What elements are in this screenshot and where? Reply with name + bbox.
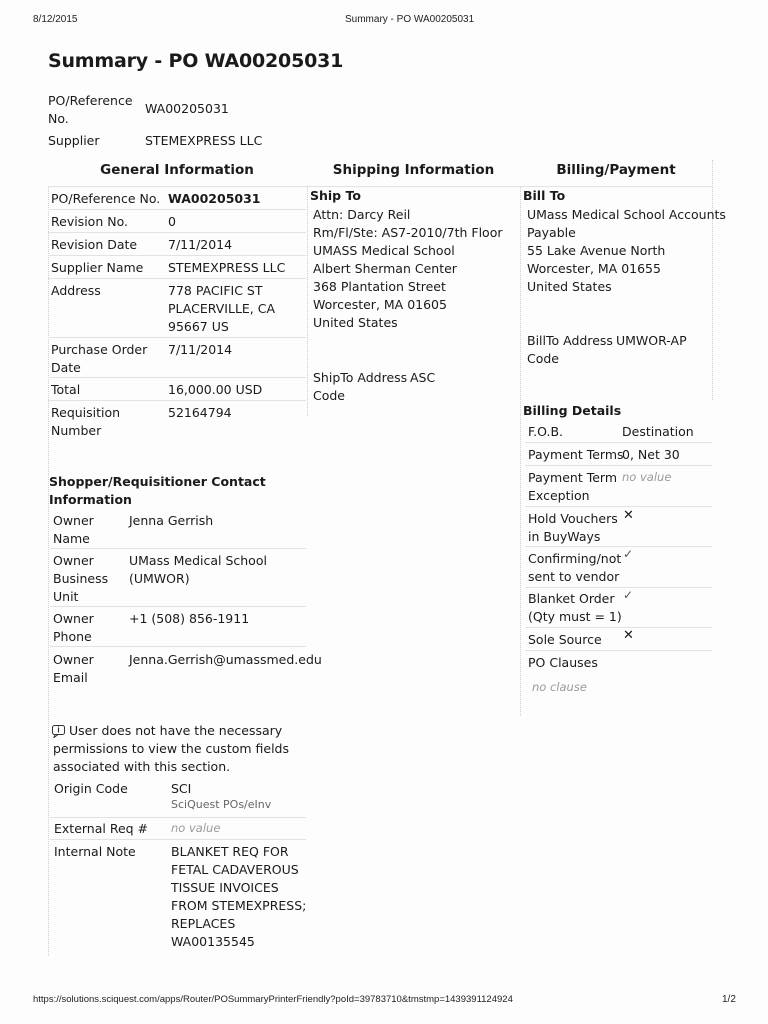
billing-details-heading: Billing Details bbox=[523, 403, 622, 418]
shopper-value-owner-name: Jenna Gerrish bbox=[129, 513, 214, 528]
po-ref-value: WA00205031 bbox=[145, 101, 229, 116]
general-value-requisition: 52164794 bbox=[168, 405, 232, 420]
external-req-label: External Req # bbox=[54, 821, 149, 836]
general-value-address: 778 PACIFIC ST PLACERVILLE, CA 95667 US bbox=[168, 283, 276, 334]
print-date: 8/12/2015 bbox=[33, 14, 78, 25]
general-value-supplier-name: STEMEXPRESS LLC bbox=[168, 260, 286, 275]
general-value-po-ref: WA00205031 bbox=[168, 191, 261, 206]
po-ref-label: PO/Reference No. bbox=[48, 93, 133, 126]
fob-label: F.O.B. bbox=[528, 424, 564, 439]
general-label-address: Address bbox=[51, 283, 101, 298]
internal-note-label: Internal Note bbox=[54, 844, 136, 859]
general-label-supplier-name: Supplier Name bbox=[51, 260, 144, 275]
general-value-total: 16,000.00 USD bbox=[168, 382, 263, 397]
general-label-requisition: Requisition Number bbox=[51, 405, 121, 438]
sole-source-label: Sole Source bbox=[528, 632, 602, 647]
general-value-revision-date: 7/11/2014 bbox=[168, 237, 233, 252]
shipping-info-heading: Shipping Information bbox=[332, 162, 495, 178]
bill-to-address: UMass Medical School Accounts Payable 55 Lake Avenue North Worcester, MA 01655 United States bbox=[527, 207, 726, 294]
supplier-value: STEMEXPRESS LLC bbox=[145, 133, 263, 148]
shopper-heading: Shopper/Requisitioner Contact Information bbox=[49, 474, 266, 507]
general-label-revision-date: Revision Date bbox=[51, 237, 138, 252]
ship-to-address: Attn: Darcy Reil Rm/Fl/Ste: AS7-2010/7th Floor UMASS Medical School Albert Sherman Center 368 Plantation Street Worcester, MA 01605 United States bbox=[313, 207, 503, 330]
payment-terms-label: Payment Terms bbox=[528, 447, 624, 462]
bill-to-label: Bill To bbox=[523, 188, 566, 203]
fob-value: Destination bbox=[622, 424, 694, 439]
general-label-po-ref: PO/Reference No. bbox=[51, 191, 161, 206]
shipto-code-label: ShipTo Address Code bbox=[313, 370, 408, 403]
payment-terms-value: 0, Net 30 bbox=[622, 447, 680, 462]
general-label-total: Total bbox=[51, 382, 81, 397]
general-value-po-date: 7/11/2014 bbox=[168, 342, 233, 357]
billto-code-label: BillTo Address Code bbox=[527, 333, 613, 366]
origin-code-value: SCI bbox=[171, 781, 192, 796]
blanket-order-check-icon: ✓ bbox=[623, 588, 634, 602]
payment-exception-label: Payment Term Exception bbox=[528, 470, 617, 503]
hold-vouchers-x-icon: ✕ bbox=[623, 508, 634, 523]
hold-vouchers-label: Hold Vouchers in BuyWays bbox=[528, 511, 618, 544]
shopper-value-business-unit: UMass Medical School (UMWOR) bbox=[129, 553, 267, 586]
billto-code-value: UMWOR-AP bbox=[616, 333, 687, 348]
page-number: 1/2 bbox=[722, 994, 736, 1005]
origin-code-desc: SciQuest POs/eInv bbox=[171, 798, 272, 811]
shipto-code-value: ASC bbox=[410, 370, 436, 385]
footer-url[interactable]: https://solutions.sciquest.com/apps/Router/POSummaryPrinterFriendly?poId=39783710&tmstmp=1439391124924 bbox=[33, 994, 513, 1005]
confirming-check-icon: ✓ bbox=[623, 547, 634, 561]
po-clauses-label: PO Clauses bbox=[528, 655, 598, 670]
shopper-value-phone: +1 (508) 856-1911 bbox=[129, 611, 250, 626]
shopper-value-email[interactable]: Jenna.Gerrish@umassmed.edu bbox=[129, 652, 322, 667]
shopper-label-email: Owner Email bbox=[53, 652, 94, 685]
shopper-label-owner-name: Owner Name bbox=[53, 513, 94, 546]
po-clauses-value: no clause bbox=[532, 680, 587, 694]
print-title: Summary - PO WA00205031 bbox=[345, 14, 475, 25]
supplier-label: Supplier bbox=[48, 133, 100, 148]
general-label-revision-no: Revision No. bbox=[51, 214, 128, 229]
general-value-revision-no: 0 bbox=[168, 214, 176, 229]
sole-source-x-icon: ✕ bbox=[623, 628, 634, 643]
general-info-heading: General Information bbox=[100, 162, 254, 178]
shopper-label-business-unit: Owner Business Unit bbox=[53, 553, 109, 604]
custom-fields-notice: User does not have the necessary permissions to view the custom fields associated with this section. bbox=[53, 723, 290, 774]
payment-exception-value: no value bbox=[622, 470, 672, 484]
confirming-label: Confirming/not sent to vendor bbox=[528, 551, 622, 584]
external-req-value: no value bbox=[171, 821, 221, 835]
shopper-label-phone: Owner Phone bbox=[53, 611, 94, 644]
internal-note-value: BLANKET REQ FOR FETAL CADAVEROUS TISSUE INVOICES FROM STEMEXPRESS; REPLACES WA00135545 bbox=[171, 844, 307, 949]
origin-code-label: Origin Code bbox=[54, 781, 128, 796]
general-label-po-date: Purchase Order Date bbox=[51, 342, 148, 375]
ship-to-label: Ship To bbox=[310, 188, 361, 203]
blanket-order-label: Blanket Order (Qty must = 1) bbox=[528, 591, 622, 624]
billing-payment-heading: Billing/Payment bbox=[556, 162, 676, 178]
page-title: Summary - PO WA00205031 bbox=[48, 50, 344, 72]
